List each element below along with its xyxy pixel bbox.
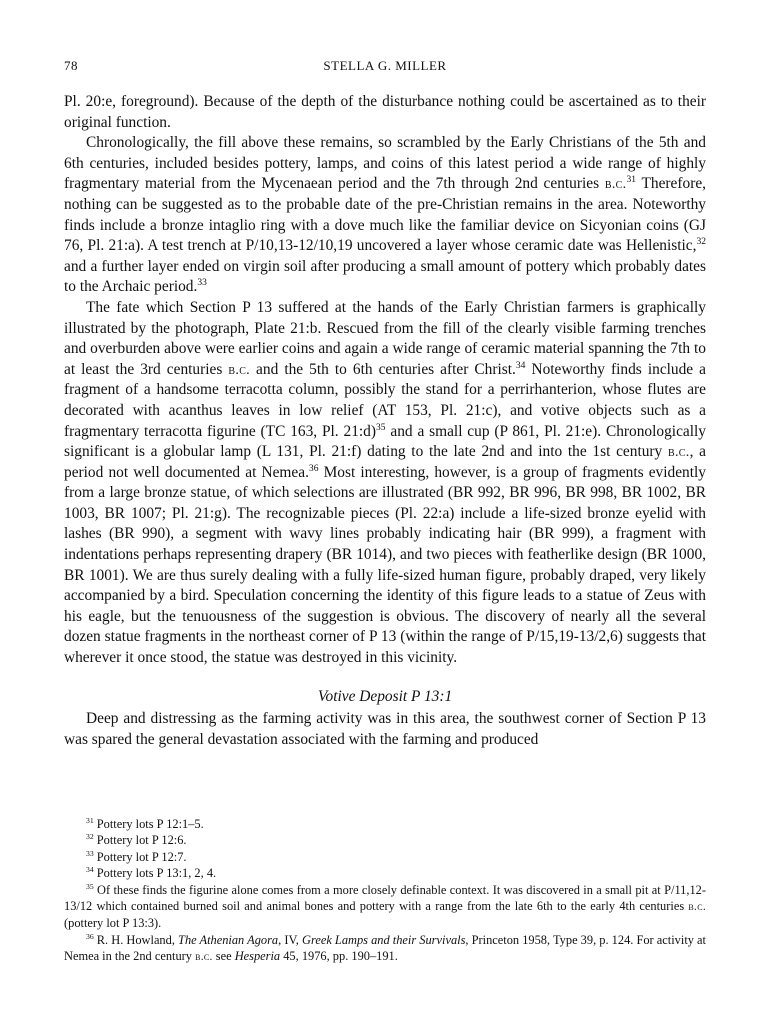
footnote-text: , Princeton 1958, Type 39, p. 124. For activity at Nemea in the 2nd century [64, 932, 707, 964]
text-run: and a small cup (P 861, Pl. 21:e). Chronologically significant is a globular lamp (L 131, Pl. 21:f) dating to the late 2nd and into the 1st century [64, 422, 706, 461]
text-run: Noteworthy finds include a fragment of a handsome terracotta column, possibly the stand for a perrirhanterion, whose flutes are decorated with acanthus leaves in low relief (AT 153, Pl. 21:c), and votive objects such as a fragmentary terracotta figurine (TC 163, Pl. 21:d) [64, 360, 707, 440]
footnote-text: Pottery lot P 12:7. [96, 849, 187, 864]
footnote-ref: 33 [197, 277, 207, 289]
footnote-text: 45, 1976, pp. 190–191. [280, 949, 398, 964]
footnote-text: Of these finds the figurine alone comes from a more closely definable context. It was discovered in a small pit at P/11,12-13/12 which contained burned soil and animal bones and pottery with a range from the late 6th to the early 4th centuries [64, 882, 706, 914]
footnote-34 [64, 865, 706, 881]
small-caps-run: b.c. [195, 951, 213, 964]
page-number: 78 [64, 58, 78, 73]
section-heading: Votive Deposit P 13:1 [317, 687, 453, 705]
text-run: and a further layer ended on virgin soil after producing a small amount of pottery which probably dates to the Archaic period. [64, 257, 706, 296]
footnote-ref: 35 [376, 421, 386, 433]
footnote-number: 36 [86, 931, 94, 941]
small-caps-run: b.c. [604, 176, 627, 193]
footnote-31 [64, 816, 706, 832]
footnote-text: (pottery lot P 13:3). [64, 916, 162, 931]
footnote-ref: 32 [696, 236, 706, 248]
small-caps-run: b.c. [228, 361, 251, 378]
footnote-number: 35 [86, 881, 94, 891]
footnote-ref: 34 [515, 359, 526, 371]
paragraph-2 [64, 133, 706, 298]
text-run: Chronologically, the fill above these remains, so scrambled by the Early Christians of the 5th and 6th centuries, included besides pottery, lamps, and coins of this latest period a wide range of highly fragmentary material from the Mycenaean period and the 7th through 2nd centuries [64, 134, 706, 193]
paragraph-1 [64, 92, 706, 133]
paragraph-3 [64, 298, 706, 669]
text-run: Pl. 20:e, foreground). Because of the depth of the disturbance nothing could be ascertained as to their original function. [64, 93, 706, 131]
text-run: Most interesting, however, is a group of fragments evidently from a large bronze statue, of which selections are illustrated (BR 992, BR 996, BR 998, BR 1002, BR 1003, BR 1007; Pl. 21:g). The recognizable pieces (Pl. 22:a) include a life-sized bronze eyelid with lashes (BR 990), a segment with wavy lines probably indicating hair (BR 999), a fragment with indentations perhaps representing drapery (BR 1014), and two pieces with featherlike design (BR 1000, BR 1001). We are thus surely dealing with a fully life-sized human figure, probably draped, very likely accompanied by a bird. Speculation concerning the identity of this figure leads to a statue of Zeus with his eagle, but the tenuousness of the suggestion is obvious. The discovery of nearly all the several dozen statue fragments in the northeast corner of P 13 (within the range of P/15,19-13/2,6) suggests that wherever it once stood, the statue was destroyed in this vicinity. [64, 463, 706, 667]
footnote-33 [64, 849, 706, 865]
footnote-ref: 31 [626, 174, 637, 186]
footnotes [64, 816, 706, 966]
text-run: and the 5th to 6th centuries after Christ. [250, 360, 516, 378]
footnote-text: R. H. Howland, [96, 932, 179, 947]
small-caps-run: b.c. [667, 444, 690, 461]
text-run: , a period not well documented at Nemea. [64, 443, 706, 481]
footnote-number: 34 [86, 865, 94, 875]
small-caps-run: b.c. [688, 901, 706, 914]
footnote-35 [64, 882, 706, 932]
text-run: Deep and distressing as the farming activity was in this area, the southwest corner of Section P 13 was spared the general devastation associated with the farming and produced [64, 710, 706, 748]
italic-title: The Athenian Agora [178, 932, 279, 947]
footnote-number: 31 [86, 815, 94, 825]
running-header [64, 58, 706, 78]
text-run: Therefore, nothing can be suggested as to the probable date of the pre-Christian remains in the area. Noteworthy finds include a bronze intaglio ring with a dove much like the familiar device on Sicyonian coins (GJ 76, Pl. 21:a). A test trench at P/10,13-12/10,19 uncovered a layer whose ceramic date was Hellenistic, [64, 175, 707, 255]
footnote-text: Pottery lot P 12:6. [96, 833, 187, 848]
footnote-36 [64, 932, 706, 966]
footnote-32 [64, 832, 706, 848]
text-run: The fate which Section P 13 suffered at the hands of the Early Christian farmers is graphically illustrated by the photograph, Plate 21:b. Rescued from the fill of the clearly visible farming trenches and overburden above were earlier coins and again a wide range of ceramic material spanning the 7th to at least the 3rd centuries [64, 298, 706, 378]
italic-title: Greek Lamps and their Survivals [302, 932, 466, 947]
footnote-text: Pottery lots P 12:1–5. [96, 817, 204, 831]
italic-title: Hesperia [234, 949, 281, 964]
footnote-text: Pottery lots P 13:1, 2, 4. [96, 866, 217, 881]
running-head-author: STELLA G. MILLER [323, 58, 447, 73]
footnote-number: 33 [86, 848, 94, 858]
main-text [64, 92, 706, 750]
footnote-number: 32 [86, 832, 94, 842]
footnote-ref: 36 [308, 462, 319, 474]
footnote-text: , IV, [278, 932, 303, 947]
footnote-text: see [212, 949, 235, 964]
paragraph-4 [64, 709, 706, 750]
